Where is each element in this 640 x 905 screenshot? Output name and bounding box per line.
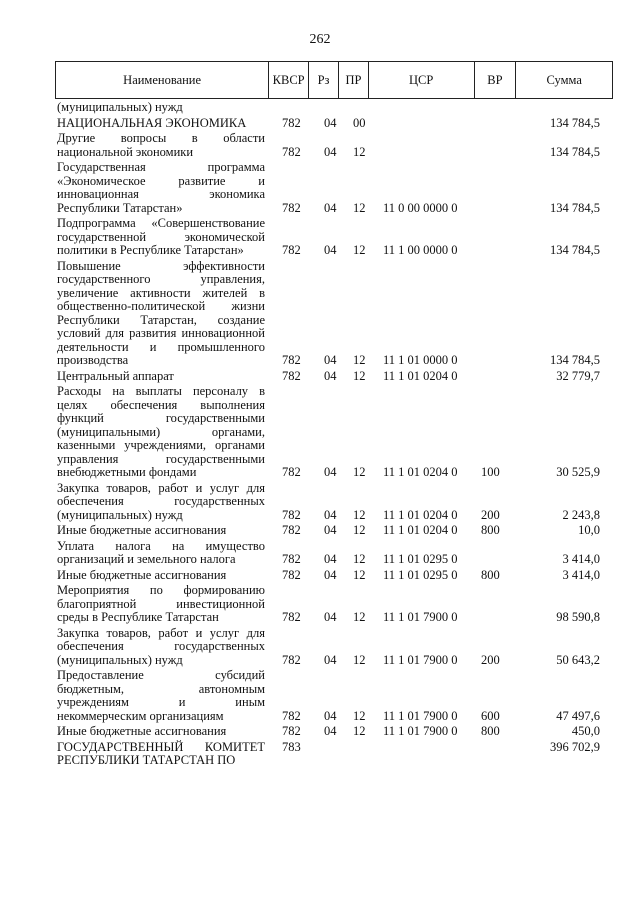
row-name-line: внебюджетными фондами [57,465,197,479]
row-pr: 12 [353,465,366,479]
row-rz: 04 [324,708,337,723]
row-csr: 11 1 01 0204 0 [383,507,458,522]
row-name-line: РЕСПУБЛИКИ ТАТАРСТАН ПО [57,753,236,767]
row-name-line: государственной экономической [57,229,265,244]
header-name: Наименование [56,62,269,98]
row-rz: 04 [324,652,337,667]
row-pr: 12 [353,243,366,257]
header-csr: ЦСР [369,62,475,98]
row-sum: 47 497,6 [556,708,600,723]
row-csr: 11 1 01 7900 0 [383,724,458,738]
row-kvsr: 782 [282,552,301,566]
row-name-line: некоммерческим организациям [57,708,224,723]
row-name-line: (муниципальных) нужд [57,652,183,667]
row-name-line: управления государственными [57,451,265,466]
row-name-line: Государственная программа [57,160,265,174]
row-pr: 00 [353,115,366,130]
row-name-line: Уплата налога на имущество [57,538,265,553]
row-sum: 450,0 [571,724,600,738]
row-pr: 12 [353,708,366,723]
header-rz: Рз [309,62,339,98]
row-rz: 04 [324,567,337,582]
row-name-line: деятельности и промышленного [57,339,265,354]
row-name-line: учреждениям и иным [57,695,265,709]
row-rz: 04 [324,465,337,479]
row-pr: 12 [353,144,366,159]
row-rz: 04 [324,507,337,522]
row-csr: 11 1 00 0000 0 [383,243,458,257]
row-pr: 12 [353,368,366,383]
row-name-line: общественно-политической жизни [57,299,265,313]
row-pr: 12 [353,552,366,566]
row-sum: 3 414,0 [562,552,600,566]
row-rz: 04 [324,243,337,257]
header-pr: ПР [339,62,369,98]
row-name-line: (муниципальных) нужд [57,507,183,522]
row-rz: 04 [324,552,337,566]
row-pr: 12 [353,507,366,522]
row-sum: 10,0 [578,523,600,537]
row-name-line: Расходы на выплаты персоналу в [57,384,265,398]
row-kvsr: 782 [282,610,301,624]
row-name-line: инновационная экономика [57,187,265,201]
row-name-line: производства [57,353,129,367]
row-sum: 30 525,9 [556,465,600,479]
row-kvsr: 783 [282,739,301,754]
row-name-line: Предоставление субсидий [57,668,265,682]
row-name-line: бюджетным, автономным [57,681,265,696]
row-vr: 800 [481,724,500,738]
row-name-line: Закупка товаров, работ и услуг для [57,625,265,640]
row-csr: 11 1 01 0295 0 [383,552,458,566]
row-rz: 04 [324,115,337,130]
row-kvsr: 782 [282,567,301,582]
row-sum: 50 643,2 [556,652,600,667]
row-rz: 04 [324,368,337,383]
row-kvsr: 782 [282,708,301,723]
row-name-line: целях обеспечения выполнения [57,397,265,412]
row-csr: 11 1 01 0295 0 [383,567,458,582]
row-csr: 11 1 01 0204 0 [383,523,458,537]
row-name-line: обеспечения государственных [57,639,265,653]
row-sum: 2 243,8 [562,507,600,522]
header-vr: ВР [475,62,517,98]
row-name-line: Иные бюджетные ассигнования [57,567,227,582]
row-name-line: (муниципальных) нужд [57,100,183,114]
row-name-line: Центральный аппарат [57,368,174,383]
row-csr: 11 1 01 0000 0 [383,353,458,367]
row-kvsr: 782 [282,465,301,479]
row-vr: 100 [481,465,500,479]
row-pr: 12 [353,652,366,667]
row-name-line: национальной экономики [57,144,194,159]
row-rz: 04 [324,144,337,159]
row-vr: 800 [481,567,500,582]
row-csr: 11 1 01 7900 0 [383,708,458,723]
row-name-line: среды в Республике Татарстан [57,610,219,624]
row-vr: 600 [481,708,500,723]
row-name-line: организаций и земельного налога [57,552,236,566]
row-pr: 12 [353,610,366,624]
row-csr: 11 1 01 7900 0 [383,652,458,667]
row-name-line: функций государственными [57,411,265,425]
row-kvsr: 782 [282,523,301,537]
row-sum: 98 590,8 [556,610,600,624]
row-name-line: государственного управления, [57,272,265,286]
row-pr: 12 [353,567,366,582]
row-kvsr: 782 [282,353,301,367]
row-sum: 396 702,9 [550,739,600,754]
row-kvsr: 782 [282,368,301,383]
row-name-line: политики в Республике Татарстан» [57,243,244,257]
row-rz: 04 [324,724,337,738]
row-csr: 11 1 01 0204 0 [383,465,458,479]
row-name-line: Мероприятия по формированию [57,583,265,597]
row-csr: 11 1 01 7900 0 [383,610,458,624]
row-name-line: благоприятной инвестиционной [57,596,265,611]
row-pr: 12 [353,724,366,738]
row-kvsr: 782 [282,115,301,130]
row-kvsr: 782 [282,724,301,738]
row-sum: 134 784,5 [550,144,600,159]
row-rz: 04 [324,353,337,367]
row-sum: 134 784,5 [550,200,600,215]
row-csr: 11 1 01 0204 0 [383,368,458,383]
row-pr: 12 [353,523,366,537]
row-name-line: «Экономическое развитие и [57,173,265,188]
row-name-line: Подпрограмма «Совершенствование [57,216,265,230]
row-kvsr: 782 [282,243,301,257]
header-kvsr: КВСР [269,62,309,98]
row-kvsr: 782 [282,200,301,215]
row-rz: 04 [324,523,337,537]
row-name-line: увеличение активности жителей в [57,285,265,300]
row-sum: 134 784,5 [550,243,600,257]
row-name-line: казенными учреждениями, органами [57,438,265,452]
row-vr: 200 [481,507,500,522]
row-name-line: Другие вопросы в области [57,131,265,145]
row-vr: 800 [481,523,500,537]
row-sum: 32 779,7 [556,368,600,383]
row-name-line: Закупка товаров, работ и услуг для [57,480,265,495]
row-name-line: Республики Татарстан» [57,200,183,215]
row-name-line: Повышение эффективности [57,258,265,273]
row-rz: 04 [324,610,337,624]
row-csr: 11 0 00 0000 0 [383,200,458,215]
row-rz: 04 [324,200,337,215]
row-sum: 3 414,0 [562,567,600,582]
row-pr: 12 [353,200,366,215]
row-sum: 134 784,5 [550,115,600,130]
row-kvsr: 782 [282,652,301,667]
row-name-line: НАЦИОНАЛЬНАЯ ЭКОНОМИКА [57,115,247,130]
row-vr: 200 [481,652,500,667]
row-pr: 12 [353,353,366,367]
row-name-line: (муниципальными) органами, [57,424,265,439]
header-sum: Сумма [546,72,582,87]
row-kvsr: 782 [282,507,301,522]
row-name-line: Иные бюджетные ассигнования [57,724,227,738]
row-sum: 134 784,5 [550,353,600,367]
row-kvsr: 782 [282,144,301,159]
row-name-line: Республики Татарстан, создание [57,312,265,327]
row-name-line: ГОСУДАРСТВЕННЫЙ КОМИТЕТ [57,739,265,754]
row-name-line: условий для развития инновационной [57,326,265,340]
row-name-line: Иные бюджетные ассигнования [57,523,227,537]
row-name-line: обеспечения государственных [57,494,265,508]
page-number: 262 [309,32,331,47]
